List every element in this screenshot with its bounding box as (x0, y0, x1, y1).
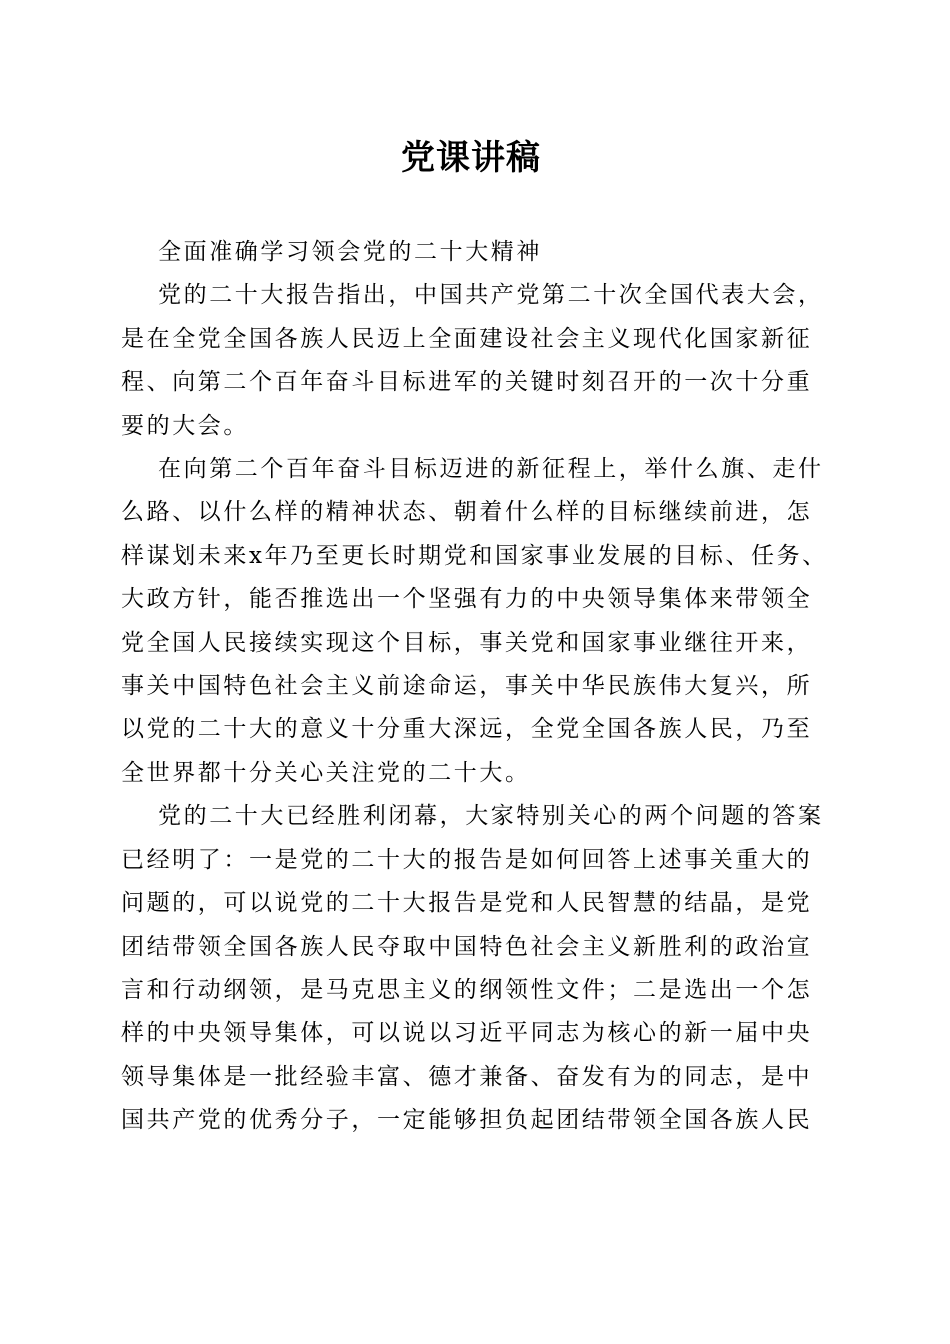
paragraph-line: 党的二十大报告指出，中国共产党第二十次全国代表大会， (158, 282, 824, 309)
paragraph-line: 党全国人民接续实现这个目标，事关党和国家事业继往开来， (121, 629, 813, 656)
paragraph-line: 是在全党全国各族人民迈上全面建设社会主义现代化国家新征 (121, 325, 813, 352)
paragraph-line: 事关中国特色社会主义前途命运，事关中华民族伟大复兴，所 (121, 673, 813, 700)
paragraph-line: 样谋划未来x年乃至更长时期党和国家事业发展的目标、任务、 (121, 542, 828, 569)
paragraph-3 (121, 795, 826, 1142)
paragraph-line: 已经明了：一是党的二十大的报告是如何回答上述事关重大的 (121, 846, 813, 873)
paragraph-line: 国共产党的优秀分子，一定能够担负起团结带领全国各族人民 (121, 1107, 813, 1134)
paragraph-1 (121, 274, 826, 448)
paragraph-line: 团结带领全国各族人民夺取中国特色社会主义新胜利的政治宣 (121, 933, 813, 960)
paragraph-line: 党的二十大已经胜利闭幕，大家特别关心的两个问题的答案 (158, 803, 824, 830)
document-subtitle: 全面准确学习领会党的二十大精神 (158, 239, 542, 265)
document-body (121, 231, 826, 1143)
paragraph-line: 全世界都十分关心关注党的二十大。 (121, 759, 531, 786)
paragraph-line: 程、向第二个百年奋斗目标进军的关键时刻召开的一次十分重 (121, 369, 813, 396)
paragraph-line: 在向第二个百年奋斗目标迈进的新征程上，举什么旗、走什 (158, 456, 824, 483)
paragraph-line: 问题的，可以说党的二十大报告是党和人民智慧的结晶，是党 (121, 890, 813, 917)
paragraph-line: 以党的二十大的意义十分重大深远，全党全国各族人民，乃至 (121, 716, 813, 743)
paragraph-line: 么路、以什么样的精神状态、朝着什么样的目标继续前进，怎 (121, 499, 813, 526)
paragraph-line: 样的中央领导集体，可以说以习近平同志为核心的新一届中央 (121, 1020, 813, 1047)
paragraph-line: 要的大会。 (121, 412, 249, 439)
paragraph-line: 大政方针，能否推选出一个坚强有力的中央领导集体来带领全 (121, 586, 813, 613)
paragraph-2 (121, 448, 826, 795)
paragraph-line: 言和行动纲领，是马克思主义的纲领性文件；二是选出一个怎 (121, 976, 813, 1003)
document-title: 党课讲稿 (401, 138, 541, 178)
paragraph-line: 领导集体是一批经验丰富、德才兼备、奋发有为的同志，是中 (121, 1063, 813, 1090)
